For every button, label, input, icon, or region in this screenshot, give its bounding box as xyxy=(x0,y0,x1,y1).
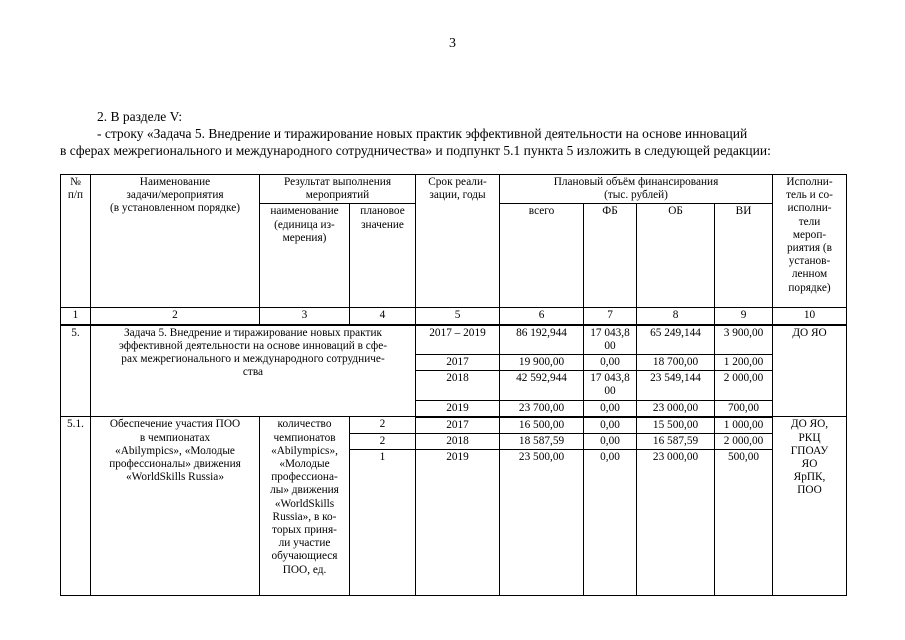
task5-fb: 0,00 xyxy=(584,400,637,417)
item51-ob: 15 500,00 xyxy=(637,417,715,434)
task5-total: 19 900,00 xyxy=(500,355,584,371)
col-number: 5 xyxy=(416,308,500,325)
task5-vi: 2 000,00 xyxy=(715,371,773,400)
task5-total: 23 700,00 xyxy=(500,400,584,417)
task5-fb: 0,00 xyxy=(584,355,637,371)
task5-ob: 65 249,144 xyxy=(637,325,715,355)
item51-total: 18 587,59 xyxy=(500,434,584,450)
page-number: 3 xyxy=(449,36,456,51)
item51-ob: 23 000,00 xyxy=(637,450,715,596)
intro-line-1: - строку «Задача 5. Внедрение и тиражирование новых практик эффективной деятельности на основе инноваций xyxy=(97,126,748,141)
col-number: 9 xyxy=(715,308,773,325)
program-table xyxy=(60,174,847,596)
item51-vi: 1 000,00 xyxy=(715,417,773,434)
task5-ob: 18 700,00 xyxy=(637,355,715,371)
item51-total: 16 500,00 xyxy=(500,417,584,434)
item51-fb: 0,00 xyxy=(584,417,637,434)
col-number: 4 xyxy=(350,308,416,325)
item51-year: 2017 xyxy=(416,417,500,434)
header-executor: Исполни- тель и со- исполни- тели мероп- риятия (в установ- ленном порядке) xyxy=(773,175,847,308)
col-number: 2 xyxy=(91,308,260,325)
task5-name: Задача 5. Внедрение и тиражирование новых практик эффективной деятельности на основе инноваций в сфе- рах межрегионального и международного сотрудниче- ства xyxy=(91,325,416,417)
item51-fb: 0,00 xyxy=(584,450,637,596)
task5-total: 86 192,944 xyxy=(500,325,584,355)
item51-ob: 16 587,59 xyxy=(637,434,715,450)
header-row-1 xyxy=(61,175,847,204)
item51-year: 2018 xyxy=(416,434,500,450)
item51-unit: количество чемпионатов «Abilympics», «Молодые профессиона- лы» движения «WorldSkills Russia», в ко- торых приня- ли участие обучающиеся ПОО, ед. xyxy=(260,417,350,596)
header-name: Наименование задачи/мероприятия (в установленном порядке) xyxy=(91,175,260,308)
col-number: 10 xyxy=(773,308,847,325)
header-num: № п/п xyxy=(61,175,91,308)
task5-executor: ДО ЯО xyxy=(773,325,847,417)
task5-total: 42 592,944 xyxy=(500,371,584,400)
header-term: Срок реали- зации, годы xyxy=(416,175,500,308)
item51-num: 5.1. xyxy=(61,417,91,596)
item51-fb: 0,00 xyxy=(584,434,637,450)
item51-vi: 500,00 xyxy=(715,450,773,596)
task5-fb: 17 043,8 00 xyxy=(584,325,637,355)
item51-vi: 2 000,00 xyxy=(715,434,773,450)
header-total: всего xyxy=(500,204,584,308)
col-number: 3 xyxy=(260,308,350,325)
task5-row-total xyxy=(61,325,847,355)
task5-vi: 1 200,00 xyxy=(715,355,773,371)
header-result-value: плановое значение xyxy=(350,204,416,308)
task5-num: 5. xyxy=(61,325,91,417)
task5-ob: 23 000,00 xyxy=(637,400,715,417)
task5-years: 2017 – 2019 xyxy=(416,325,500,355)
header-fb: ФБ xyxy=(584,204,637,308)
header-result-name: наименование (единица из- мерения) xyxy=(260,204,350,308)
col-number: 7 xyxy=(584,308,637,325)
item51-total: 23 500,00 xyxy=(500,450,584,596)
item51-row-2017 xyxy=(61,417,847,434)
header-vi: ВИ xyxy=(715,204,773,308)
item51-executor: ДО ЯО, РКЦ ГПОАУ ЯО ЯрПК, ПОО xyxy=(773,417,847,596)
task5-years: 2018 xyxy=(416,371,500,400)
item51-year: 2019 xyxy=(416,450,500,596)
item51-name: Обеспечение участия ПОО в чемпионатах «Abilympics», «Молодые профессионалы» движения «WorldSkills Russia» xyxy=(91,417,260,596)
task5-years: 2019 xyxy=(416,400,500,417)
col-number: 8 xyxy=(637,308,715,325)
header-funding: Плановый объём финансирования (тыс. рублей) xyxy=(500,175,773,204)
task5-years: 2017 xyxy=(416,355,500,371)
col-number: 6 xyxy=(500,308,584,325)
item51-value: 2 xyxy=(350,417,416,434)
item51-value: 1 xyxy=(350,450,416,596)
task5-vi: 700,00 xyxy=(715,400,773,417)
header-ob: ОБ xyxy=(637,204,715,308)
task5-ob: 23 549,144 xyxy=(637,371,715,400)
item51-value: 2 xyxy=(350,434,416,450)
column-number-row xyxy=(61,308,847,325)
task5-fb: 17 043,8 00 xyxy=(584,371,637,400)
intro-line-2: в сферах межрегионального и международного сотрудничества» и подпункт 5.1 пункта 5 изложить в следующей редакции: xyxy=(60,143,771,158)
col-number: 1 xyxy=(61,308,91,325)
header-result: Результат выполнения мероприятий xyxy=(260,175,416,204)
task5-vi: 3 900,00 xyxy=(715,325,773,355)
section-heading: 2. В разделе V: xyxy=(97,109,183,124)
